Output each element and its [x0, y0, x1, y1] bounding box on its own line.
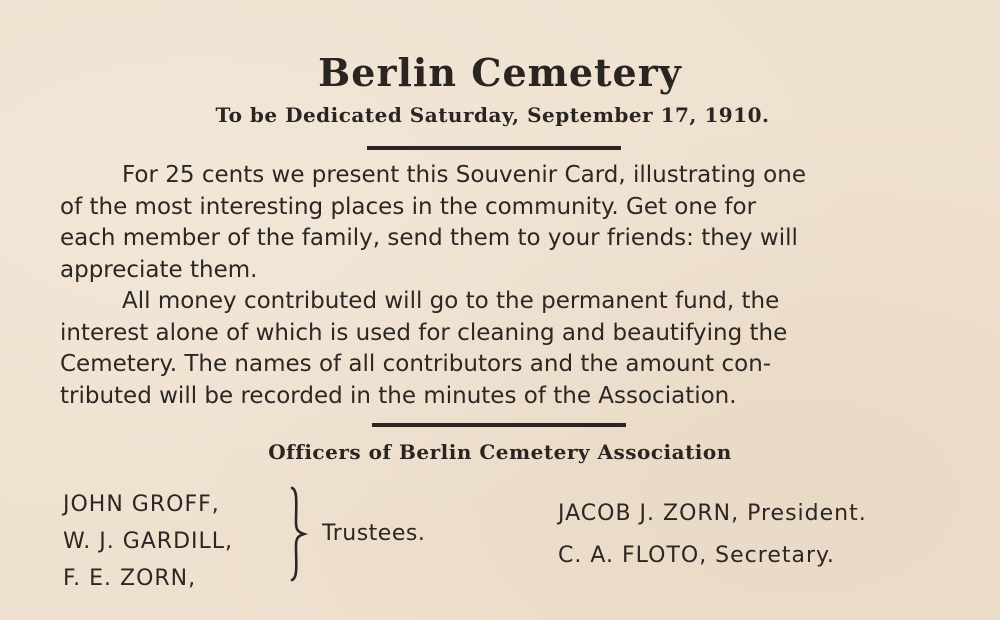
- paragraph-line: interest alone of which is used for cleaning and beautifying the: [60, 319, 788, 346]
- association-officers: [558, 493, 867, 577]
- trustee-names: [63, 486, 233, 597]
- officers-heading: Officers of Berlin Cemetery Association: [268, 440, 732, 464]
- paragraph-line: of the most interesting places in the community. Get one for: [60, 193, 757, 220]
- paragraph-souvenir-offer: [60, 160, 940, 286]
- paragraph-line: each member of the family, send them to your friends: they will: [60, 225, 798, 251]
- paragraph-line: appreciate them.: [60, 256, 258, 283]
- trustee-name: F. E. ZORN,: [63, 566, 197, 591]
- paragraph-line: Cemetery. The names of all contributors and the amount con-: [60, 351, 772, 377]
- card-title: Berlin Cemetery: [318, 50, 682, 95]
- paragraph-contributions: [60, 286, 940, 412]
- top-divider: [367, 146, 621, 150]
- paragraph-line: All money contributed will go to the permanent fund, the: [122, 288, 780, 314]
- trustee-name: W. J. GARDILL,: [63, 529, 234, 554]
- dedication-subtitle: To be Dedicated Saturday, September 17, 1910.: [215, 103, 770, 127]
- officer-president: JACOB J. ZORN, President.: [558, 501, 867, 526]
- middle-divider: [372, 423, 626, 427]
- trustee-name: JOHN GROFF,: [63, 492, 220, 517]
- officer-secretary: C. A. FLOTO, Secretary.: [558, 543, 835, 568]
- paragraph-line: For 25 cents we present this Souvenir Card, illustrating one: [122, 162, 806, 188]
- trustees-label: Trustees.: [322, 521, 426, 546]
- curly-brace-icon: [286, 486, 310, 582]
- paragraph-line: tributed will be recorded in the minutes of the Association.: [60, 382, 737, 409]
